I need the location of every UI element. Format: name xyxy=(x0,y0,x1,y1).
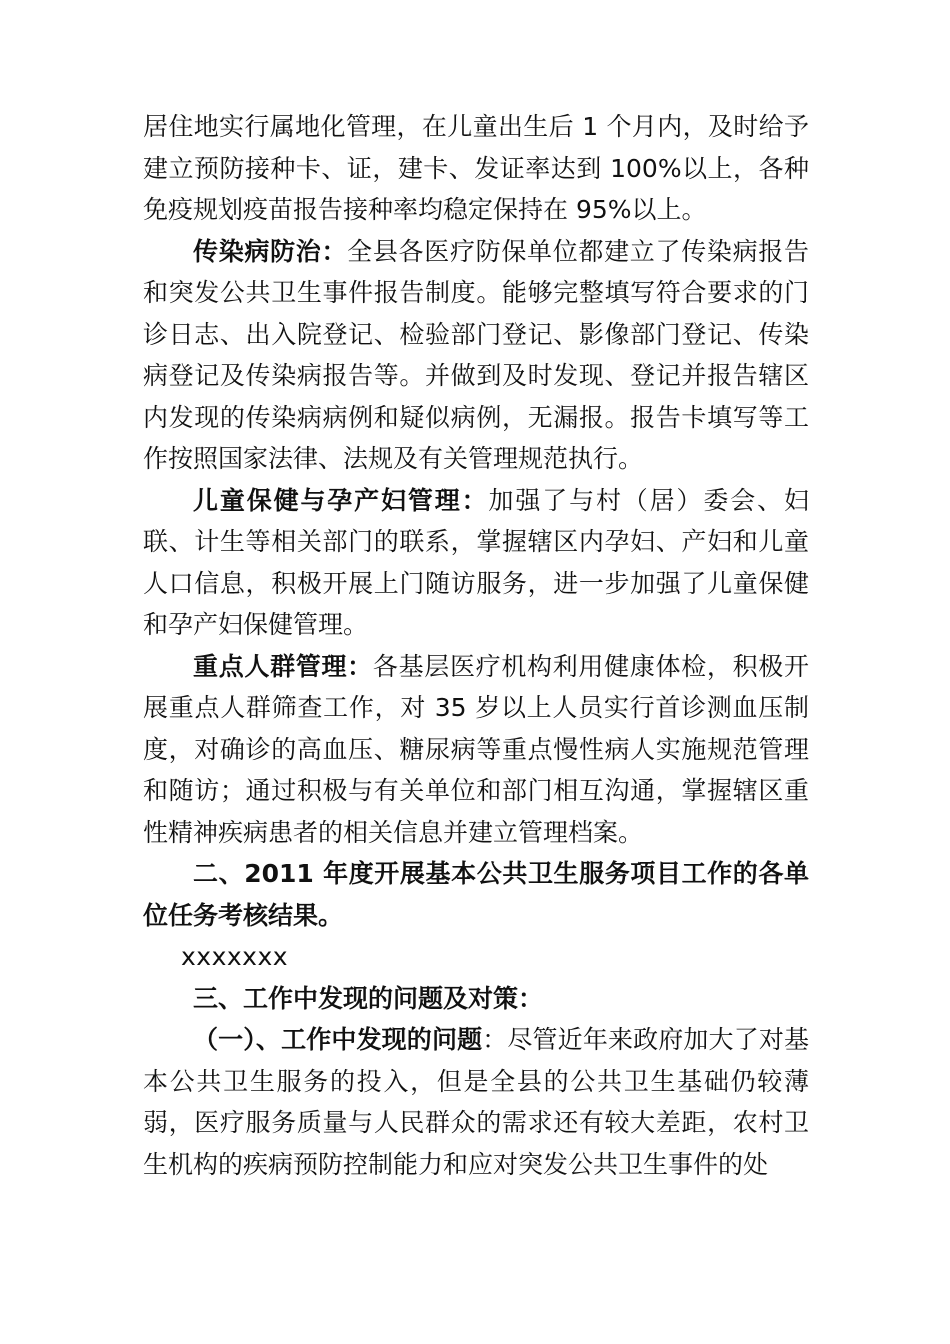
section-heading-3: 三、工作中发现的问题及对策： xyxy=(193,983,544,1013)
paragraph-child-maternal-care xyxy=(143,480,809,646)
paragraph-label: （一）、工作中发现的问题 xyxy=(193,1025,483,1054)
paragraph-label: 传染病防治： xyxy=(193,236,348,266)
placeholder-text: xxxxxxx xyxy=(181,942,289,971)
paragraph-infectious-disease xyxy=(143,231,809,480)
paragraph-text: 各基层医疗机构利用健康体检，积极开展重点人群筛查工作，对 35 岁以上人员实行首诊测血压制度，对确诊的高血压、糖尿病等重点慢性病人实施规范管理和随访；通过积极与有关单位和部门相互沟通，掌握辖区重性精神疾病患者的相关信息并建立管理档案。 xyxy=(143,651,809,847)
paragraph-text: 加强了与村（居）委会、妇联、计生等相关部门的联系，掌握辖区内孕妇、产妇和儿童人口信息，积极开展上门随访服务，进一步加强了儿童保健和孕产妇保健管理。 xyxy=(143,485,809,639)
paragraph-label: 儿童保健与孕产妇管理： xyxy=(193,485,489,515)
paragraph-problems xyxy=(143,1019,809,1185)
section-heading-2: 二、2011 年度开展基本公共卫生服务项目工作的各单位任务考核结果。 xyxy=(143,859,809,930)
paragraph-label: 重点人群管理： xyxy=(193,651,373,681)
paragraph-key-population xyxy=(143,646,809,854)
document-body xyxy=(143,106,809,1185)
paragraph-text: ：尽管近年来政府加大了对基本公共卫生服务的投入，但是全县的公共卫生基础仍较薄弱，医疗服务质量与人民群众的需求还有较大差距，农村卫生机构的疾病预防控制能力和应对突发公共卫生事件的处 xyxy=(143,1025,809,1179)
paragraph-text: 居住地实行属地化管理，在儿童出生后 1 个月内，及时给予建立预防接种卡、证，建卡、发证率达到 100%以上，各种免疫规划疫苗报告接种率均稳定保持在 95%以上。 xyxy=(143,112,809,224)
paragraph-immunization xyxy=(143,106,809,231)
paragraph-text: 全县各医疗防保单位都建立了传染病报告和突发公共卫生事件报告制度。能够完整填写符合要求的门诊日志、出入院登记、检验部门登记、影像部门登记、传染病登记及传染病报告等。并做到及时发现、登记并报告辖区内发现的传染病病例和疑似病例，无漏报。报告卡填写等工作按照国家法律、法规及有关管理规范执行。 xyxy=(143,236,809,473)
